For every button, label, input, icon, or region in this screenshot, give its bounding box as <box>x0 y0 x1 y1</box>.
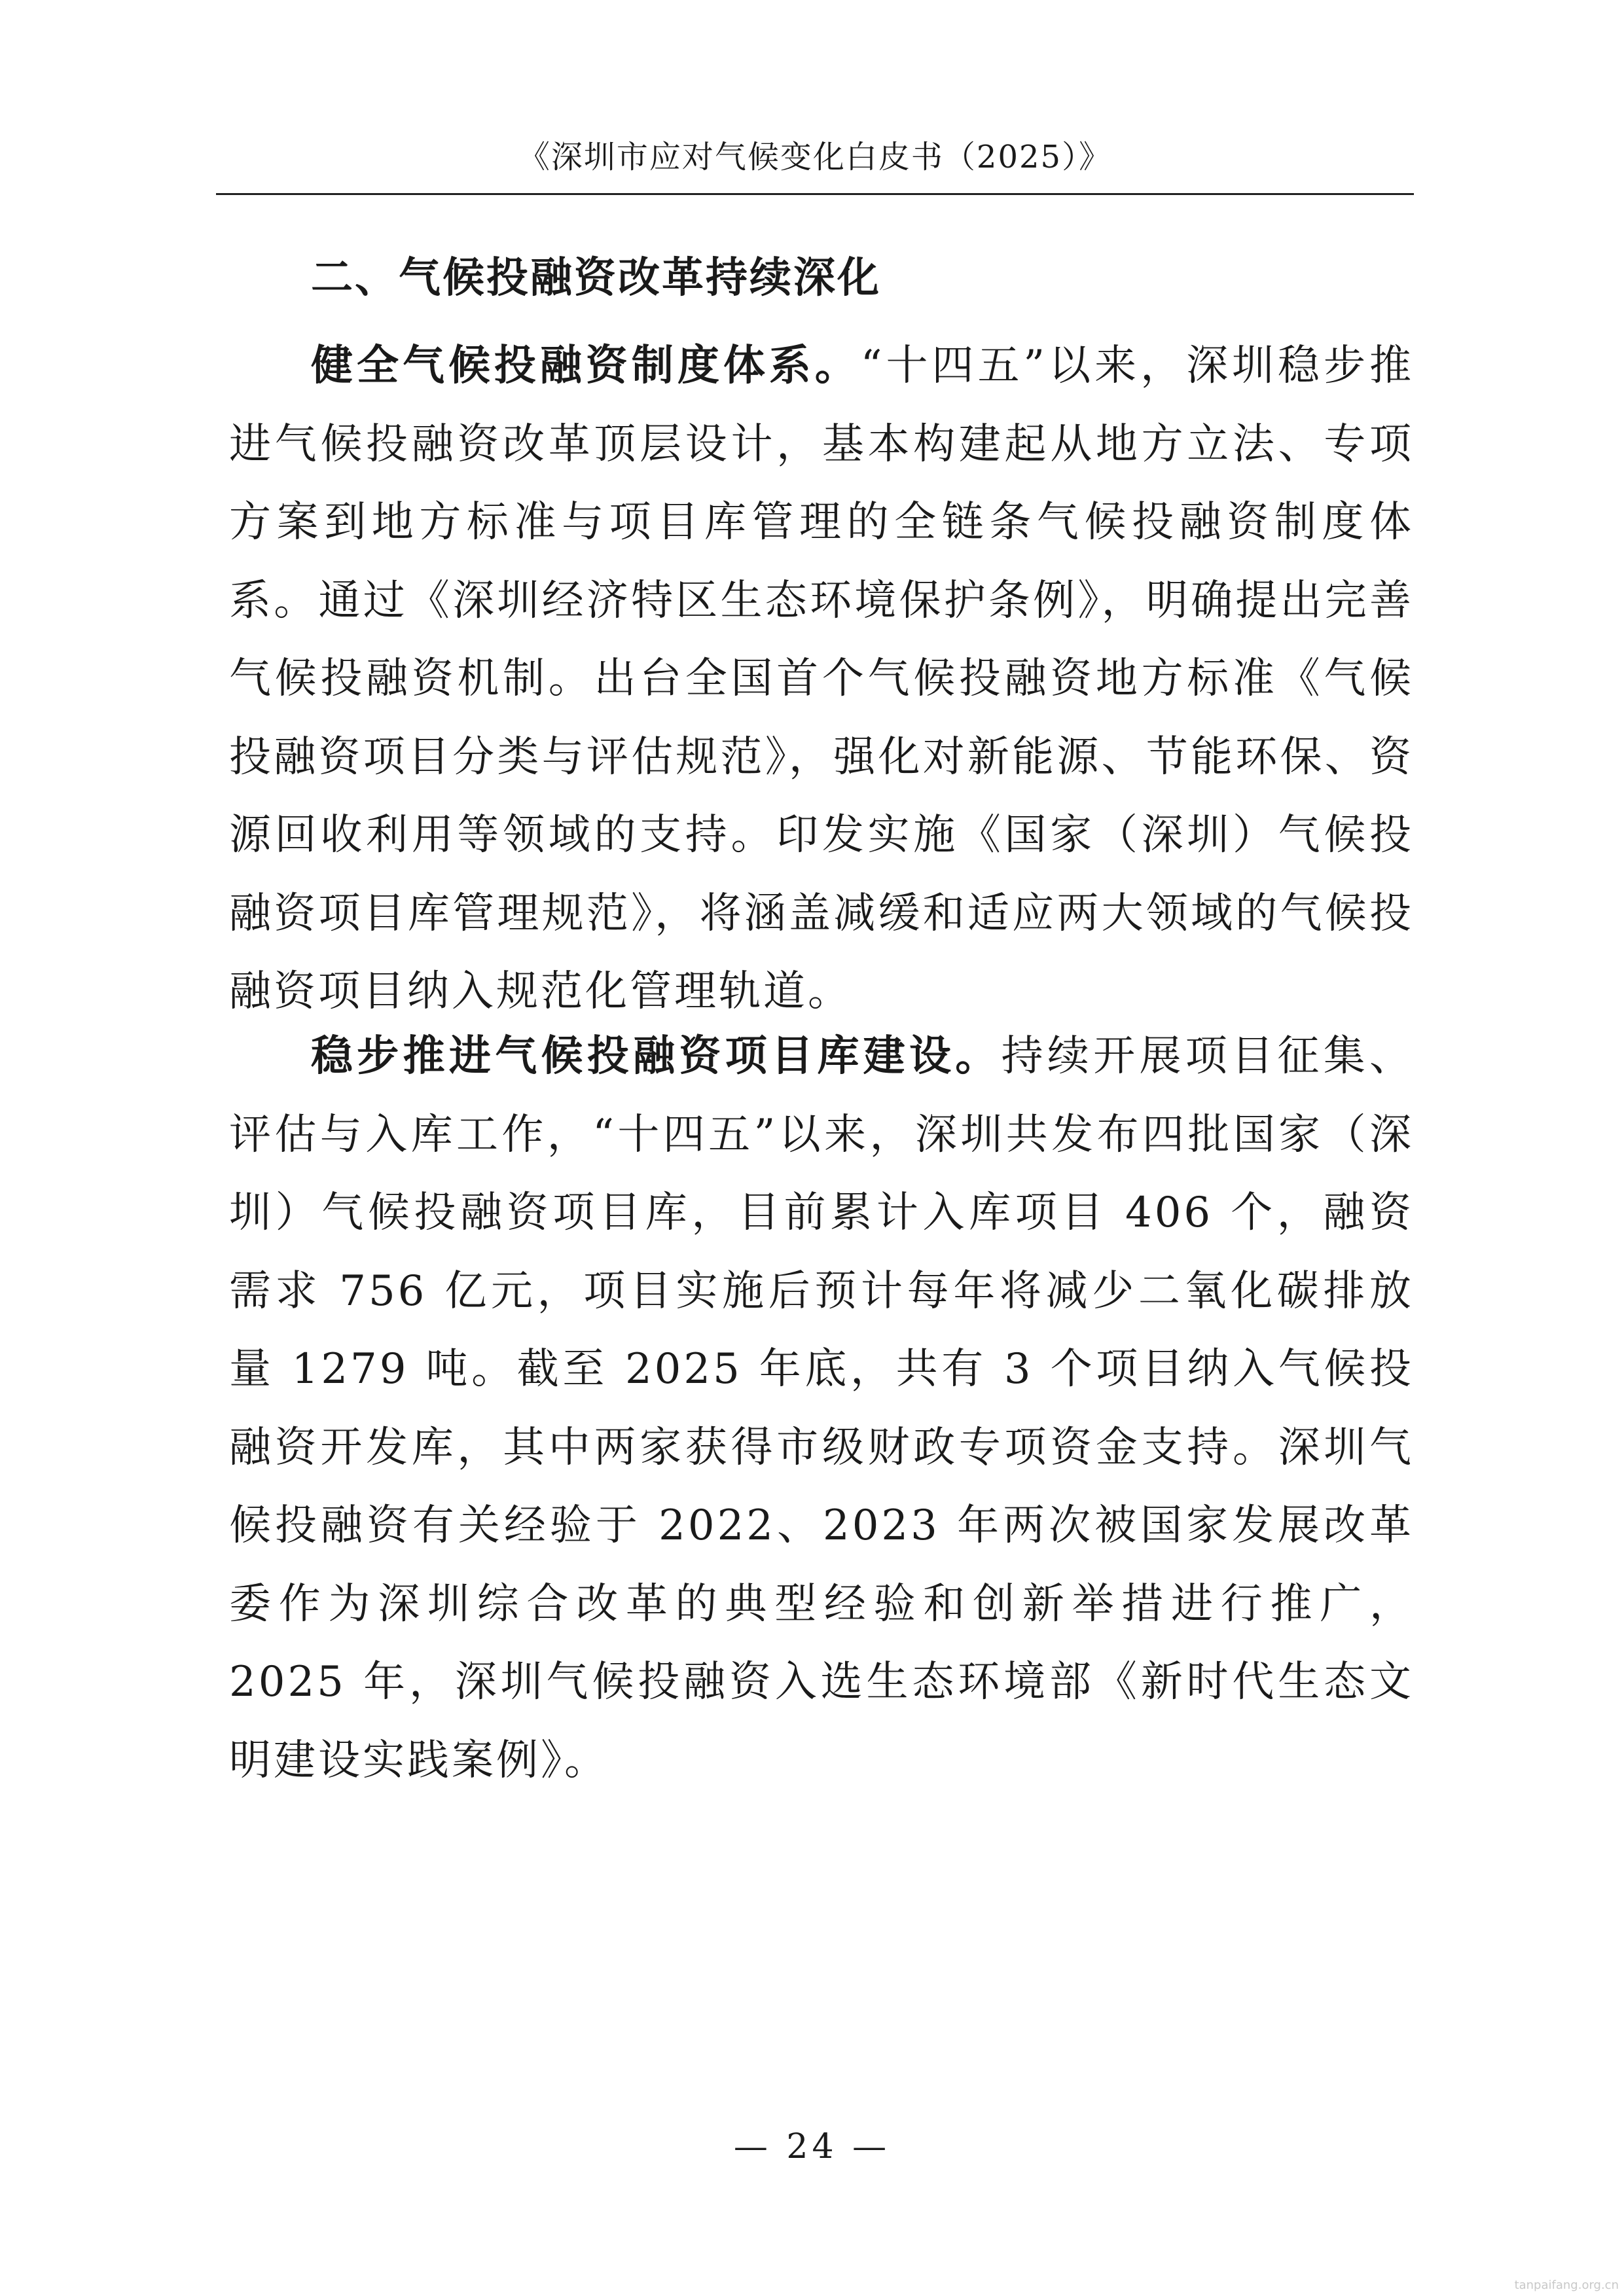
page-number: — 24 — <box>733 2127 891 2166</box>
header-divider <box>216 193 1414 195</box>
watermark: tanpaifang.org.cn <box>1514 2278 1619 2292</box>
section-heading: 二、气候投融资改革持续深化 <box>311 254 881 302</box>
paragraph-investment-system <box>229 327 1414 1031</box>
page-header-title: 《深圳市应对气候变化白皮书（2025）》 <box>518 139 1112 175</box>
paragraph-lead: 稳步推进气候投融资项目库建设。 <box>311 1032 1001 1081</box>
paragraph-lead: 健全气候投融资制度体系。 <box>311 342 861 390</box>
paragraph-project-library <box>229 1018 1414 1800</box>
paragraph-body: 持续开展项目征集、评估与入库工作，“十四五”以来，深圳共发布四批国家（深圳）气候投融资项目库，目前累计入库项目 406 个，融资需求 756 亿元，项目实施后预计每年将减少二氧化碳排放量 1279 吨。截至 2025 年底，共有 3 个项目纳入气候投融资开发库，其中两家获得市级财政专项资金支持。深圳气候投融资有关经验于 2022、2023 年两次被国家发展改革委作为深圳综合改革的典型经验和创新举措进行推广，2025 年，深圳气候投融资入选生态环境部《新时代生态文明建设实践案例》。 <box>229 1032 1415 1785</box>
paragraph-body: “十四五”以来，深圳稳步推进气候投融资改革顶层设计，基本构建起从地方立法、专项方案到地方标准与项目库管理的全链条气候投融资制度体系。通过《深圳经济特区生态环境保护条例》，明确提出完善气候投融资机制。出台全国首个气候投融资地方标准《气候投融资项目分类与评估规范》，强化对新能源、节能环保、资源回收利用等领域的支持。印发实施《国家（深圳）气候投融资项目库管理规范》，将涵盖减缓和适应两大领域的气候投融资项目纳入规范化管理轨道。 <box>229 342 1414 1016</box>
